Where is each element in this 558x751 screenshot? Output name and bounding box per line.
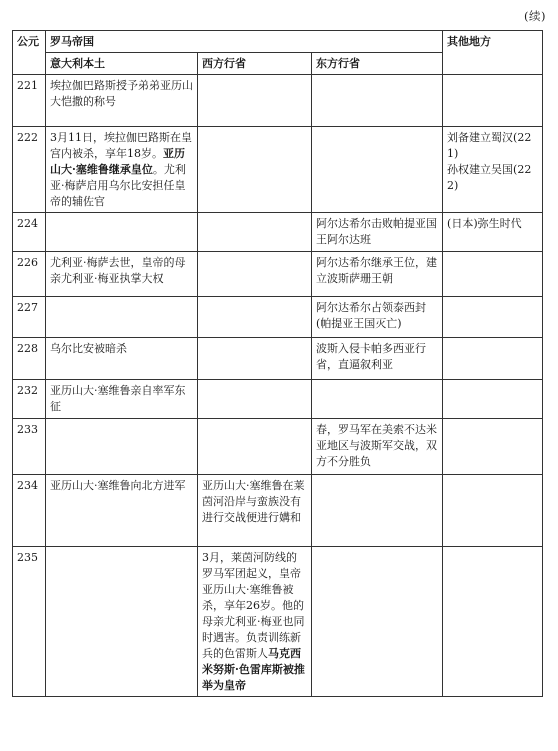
table-row bbox=[13, 297, 543, 338]
eastern-provinces-cell bbox=[312, 297, 443, 338]
bold-text-segment: 亚历山大·塞维鲁继承皇位 bbox=[50, 147, 185, 176]
western-provinces-cell bbox=[198, 252, 312, 297]
eastern-provinces-cell bbox=[312, 75, 443, 127]
table-row bbox=[13, 380, 543, 419]
roman-empire-header: 罗马帝国 bbox=[46, 31, 443, 53]
western-provinces-cell bbox=[198, 127, 312, 213]
year-cell: 227 bbox=[13, 297, 46, 338]
table-row bbox=[13, 338, 543, 380]
italy-cell bbox=[46, 213, 198, 252]
italy-cell bbox=[46, 75, 198, 127]
text-segment: 3月，莱茵河防线的罗马军团起义，皇帝亚历山大·塞维鲁被杀，享年26岁。他的母亲尤利亚·梅亚也同时遇害。负责训练新兵的色雷斯人 bbox=[202, 551, 305, 660]
other-regions-cell bbox=[443, 338, 543, 380]
other-regions-cell bbox=[443, 419, 543, 475]
year-cell: 234 bbox=[13, 475, 46, 547]
year-cell: 235 bbox=[13, 547, 46, 697]
other-regions-header: 其他地方 bbox=[443, 31, 543, 75]
text-segment: 刘备建立蜀汉(221) bbox=[447, 131, 532, 160]
year-column-header: 公元 bbox=[13, 31, 46, 75]
eastern-provinces-cell bbox=[312, 252, 443, 297]
italy-header: 意大利本土 bbox=[46, 53, 198, 75]
eastern-provinces-cell bbox=[312, 127, 443, 213]
western-provinces-cell bbox=[198, 297, 312, 338]
other-regions-cell bbox=[443, 475, 543, 547]
other-regions-cell bbox=[443, 127, 543, 213]
eastern-provinces-cell bbox=[312, 475, 443, 547]
western-provinces-cell bbox=[198, 475, 312, 547]
eastern-provinces-cell bbox=[312, 380, 443, 419]
year-cell: 222 bbox=[13, 127, 46, 213]
text-segment: 孙权建立吴国(222) bbox=[447, 163, 532, 192]
text-segment: 春，罗马军在美索不达米亚地区与波斯军交战，双方不分胜负 bbox=[316, 423, 437, 468]
text-segment: 亚历山大·塞维鲁向北方进军 bbox=[50, 479, 186, 492]
table-row bbox=[13, 419, 543, 475]
other-regions-cell bbox=[443, 380, 543, 419]
western-provinces-cell bbox=[198, 380, 312, 419]
western-provinces-cell bbox=[198, 213, 312, 252]
year-cell: 228 bbox=[13, 338, 46, 380]
text-segment: 乌尔比安被暗杀 bbox=[50, 342, 127, 355]
text-segment: 波斯入侵卡帕多西亚行省，直逼叙利亚 bbox=[316, 342, 426, 371]
eastern-provinces-cell bbox=[312, 547, 443, 697]
year-cell: 226 bbox=[13, 252, 46, 297]
eastern-provinces-cell bbox=[312, 419, 443, 475]
other-regions-cell bbox=[443, 547, 543, 697]
italy-cell bbox=[46, 380, 198, 419]
table-row bbox=[13, 475, 543, 547]
text-segment: 亚历山大·塞维鲁在莱茵河沿岸与蛮族没有进行交战便进行媾和 bbox=[202, 479, 305, 524]
other-regions-cell bbox=[443, 297, 543, 338]
year-cell: 224 bbox=[13, 213, 46, 252]
western-provinces-cell bbox=[198, 547, 312, 697]
eastern-provinces-cell bbox=[312, 213, 443, 252]
italy-cell bbox=[46, 252, 198, 297]
text-segment: 3月11日，埃拉伽巴路斯在皇宫内被杀，享年18岁。 bbox=[50, 131, 192, 160]
eastern-provinces-cell bbox=[312, 338, 443, 380]
text-segment: 阿尔达希尔继承王位，建立波斯萨珊王朝 bbox=[316, 256, 437, 285]
other-regions-cell bbox=[443, 252, 543, 297]
table-row bbox=[13, 547, 543, 697]
table-row bbox=[13, 127, 543, 213]
text-segment: 阿尔达希尔击败帕提亚国王阿尔达班 bbox=[316, 217, 437, 246]
continued-label: (续) bbox=[524, 9, 546, 23]
western-provinces-cell bbox=[198, 419, 312, 475]
italy-cell bbox=[46, 297, 198, 338]
text-segment: (日本)弥生时代 bbox=[447, 217, 522, 230]
table-row bbox=[13, 75, 543, 127]
text-segment: 阿尔达希尔占领泰西封(帕提亚王国灭亡) bbox=[316, 301, 426, 330]
italy-cell bbox=[46, 547, 198, 697]
year-cell: 233 bbox=[13, 419, 46, 475]
other-regions-cell bbox=[443, 75, 543, 127]
eastern-provinces-header: 东方行省 bbox=[312, 53, 443, 75]
table-row bbox=[13, 213, 543, 252]
text-segment: 尤利亚·梅萨去世，皇帝的母亲尤利亚·梅亚执掌大权 bbox=[50, 256, 186, 285]
text-segment: 亚历山大·塞维鲁亲自率军东征 bbox=[50, 384, 186, 413]
other-regions-cell bbox=[443, 213, 543, 252]
western-provinces-header: 西方行省 bbox=[198, 53, 312, 75]
chronology-table bbox=[12, 30, 543, 697]
bold-text-segment: 马克西米努斯·色雷库斯被推举为皇帝 bbox=[202, 647, 305, 692]
italy-cell bbox=[46, 338, 198, 380]
text-segment: 。尤利亚·梅萨启用乌尔比安担任皇帝的辅佐官 bbox=[50, 163, 186, 208]
year-cell: 232 bbox=[13, 380, 46, 419]
italy-cell bbox=[46, 127, 198, 213]
western-provinces-cell bbox=[198, 338, 312, 380]
table-row bbox=[13, 252, 543, 297]
table-body bbox=[13, 75, 543, 697]
italy-cell bbox=[46, 419, 198, 475]
year-cell: 221 bbox=[13, 75, 46, 127]
text-segment: 埃拉伽巴路斯授予弟弟亚历山大恺撒的称号 bbox=[50, 79, 193, 108]
western-provinces-cell bbox=[198, 75, 312, 127]
italy-cell bbox=[46, 475, 198, 547]
